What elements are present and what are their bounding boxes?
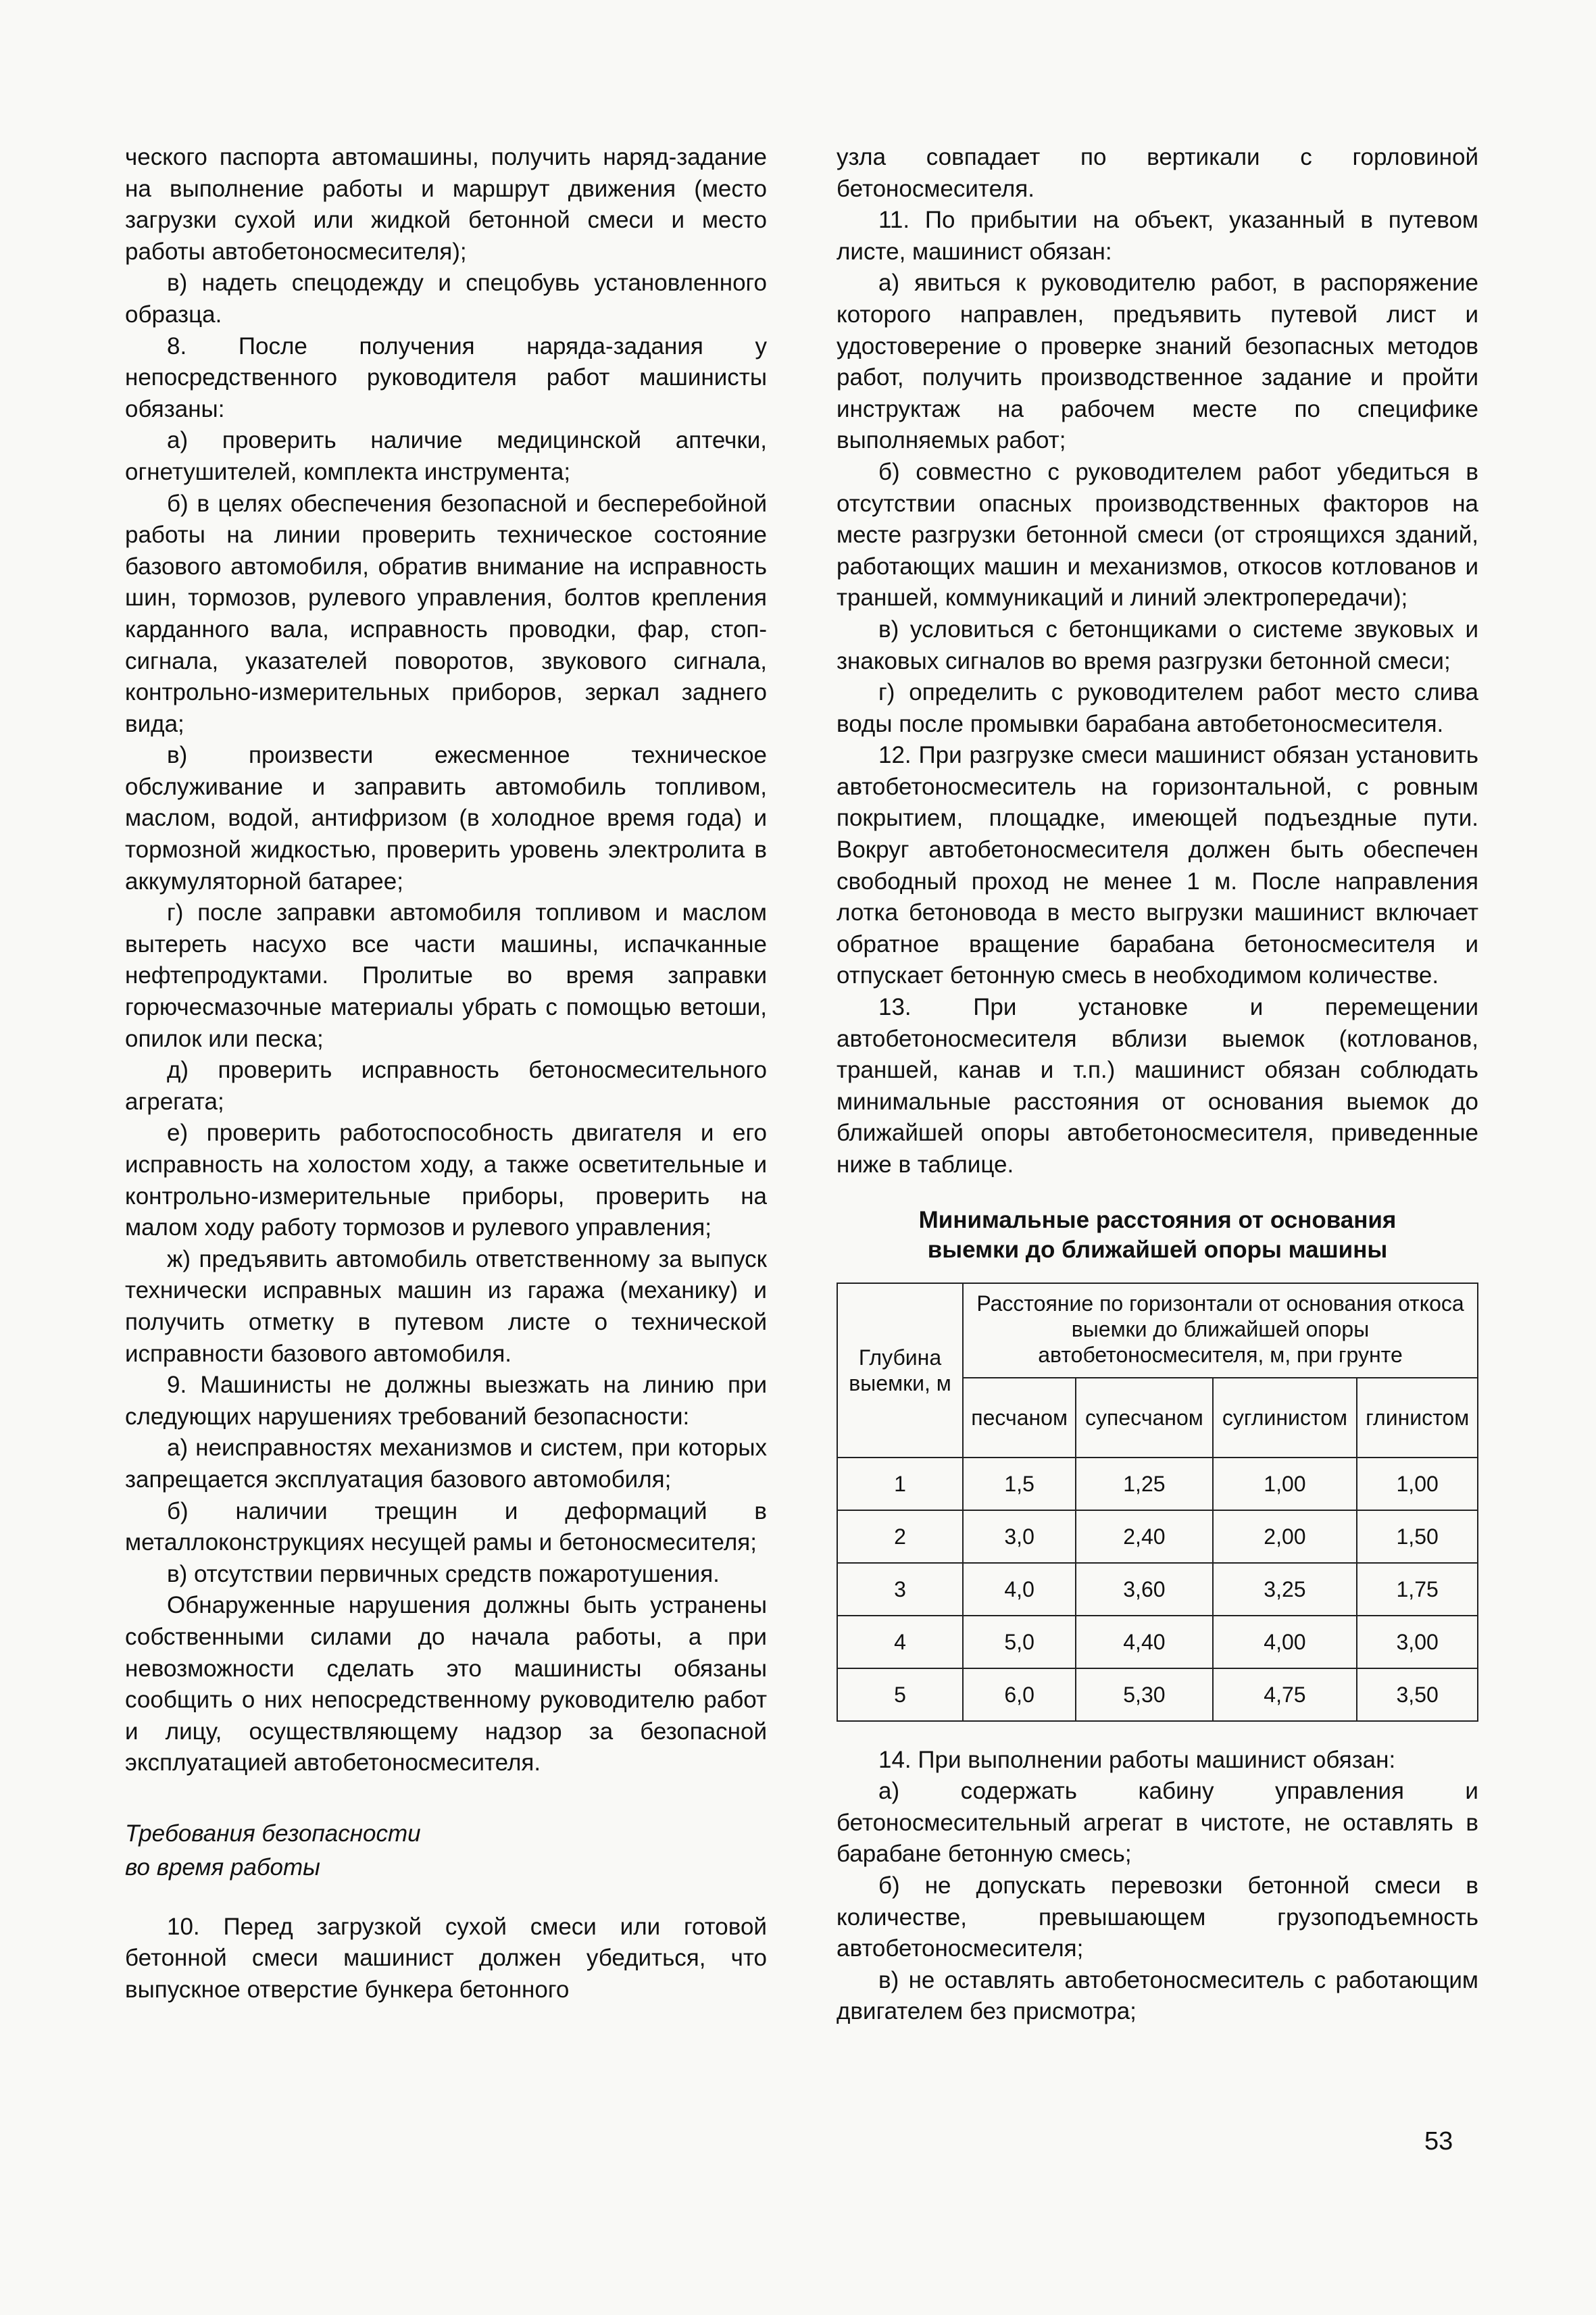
paragraph: а) содержать кабину управления и бетоносмесительный агрегат в чистоте, не оставлять в барабане бетонную смесь; bbox=[837, 1778, 1478, 1868]
paragraph: Обнаруженные нарушения должны быть устранены собственными силами до начала работы, а при невозможности сделать это машинисты обязаны сообщить о них непосредственному руководителю работ и лицу, осуществляющему надзор за безопасной эксплуатацией автобетоносмесителя. bbox=[125, 1592, 767, 1776]
paragraph: б) в целях обеспечения безопасной и бесперебойной работы на линии проверить техническое состояние базового автомобиля, обратив внимание на исправность шин, тормозов, рулевого управления, болтов крепления карданного вала, исправность проводки, фар, стоп-сигнала, указателей поворотов, звукового сигнала, контрольно-измерительных приборов, зеркал заднего вида; bbox=[125, 490, 767, 737]
paragraph: 8. После получения наряда-задания у непосредственного руководителя работ машинисты обязаны: bbox=[125, 332, 767, 422]
paragraph: 9. Машинисты не должны выезжать на линию при следующих нарушениях требований безопасности: bbox=[125, 1372, 767, 1430]
table-cell: 1,50 bbox=[1357, 1510, 1478, 1563]
table-cell: 4,00 bbox=[1213, 1616, 1357, 1668]
table-cell: 1,00 bbox=[1357, 1458, 1478, 1510]
page-number: 53 bbox=[1424, 2127, 1453, 2156]
table-title-line: Минимальные расстояния от основания bbox=[918, 1206, 1397, 1233]
table-cell: 3,00 bbox=[1357, 1616, 1478, 1668]
table-row bbox=[837, 1616, 1478, 1668]
table-header-row bbox=[837, 1283, 1478, 1378]
table-title-line: выемки до ближайшей опоры машины bbox=[927, 1236, 1388, 1263]
paragraph: б) не допускать перевозки бетонной смеси в количестве, превышающем грузоподъемность автобетоносмесителя; bbox=[837, 1872, 1478, 1962]
paragraph: 11. По прибытии на объект, указанный в путевом листе, машинист обязан: bbox=[837, 207, 1478, 265]
soil-header: суглинистом bbox=[1213, 1378, 1357, 1458]
table-row bbox=[837, 1510, 1478, 1563]
soil-header: супесчаном bbox=[1076, 1378, 1212, 1458]
table-title bbox=[837, 1205, 1478, 1265]
depth-cell: 2 bbox=[837, 1510, 963, 1563]
paragraph: г) определить с руководителем работ место слива воды после промывки барабана автобетоносмесителя. bbox=[837, 679, 1478, 737]
depth-cell: 3 bbox=[837, 1563, 963, 1616]
paragraph: в) не оставлять автобетоносмеситель с работающим двигателем без присмотра; bbox=[837, 1966, 1478, 2025]
left-column bbox=[125, 142, 767, 2006]
paragraph: 12. При разгрузке смеси машинист обязан установить автобетоносмеситель на горизонтальной, с ровным покрытием, площадке, имеющей подъездные пути. Вокруг автобетоносмесителя должен быть обеспечен свободный проход не менее 1 м. После направления лотка бетоновода в место выгрузки машинист включает обратное вращение барабана бетоносмесителя и отпускает бетонную смесь в необходимом количестве. bbox=[837, 742, 1478, 989]
table-cell: 3,25 bbox=[1213, 1563, 1357, 1616]
paragraph: а) явиться к руководителю работ, в распоряжение которого направлен, предъявить путевой лист и удостоверение о проверке знаний безопасных методов работ, получить производственное задание и пройти инструктаж на рабочем месте по специфике выполняемых работ; bbox=[837, 270, 1478, 454]
depth-header: Глубина выемки, м bbox=[837, 1283, 963, 1458]
table-cell: 5,0 bbox=[963, 1616, 1076, 1668]
soil-header: песчаном bbox=[963, 1378, 1076, 1458]
paragraph: в) отсутствии первичных средств пожаротушения. bbox=[167, 1560, 720, 1587]
table-cell: 1,75 bbox=[1357, 1563, 1478, 1616]
table-row bbox=[837, 1458, 1478, 1510]
table-cell: 1,00 bbox=[1213, 1458, 1357, 1510]
paragraph: 13. При установке и перемещении автобетоносмесителя вблизи выемок (котлованов, траншей, канав и т.п.) машинист обязан соблюдать минимальные расстояния от основания выемок до ближайшей опоры автобетоносмесителя, приведенные ниже в таблице. bbox=[837, 994, 1478, 1178]
table-cell: 5,30 bbox=[1076, 1668, 1212, 1721]
table-cell: 3,60 bbox=[1076, 1563, 1212, 1616]
depth-cell: 5 bbox=[837, 1668, 963, 1721]
paragraph: б) наличии трещин и деформаций в металлоконструкциях несущей рамы и бетоносмесителя; bbox=[125, 1497, 767, 1556]
soil-header: глинистом bbox=[1357, 1378, 1478, 1458]
table-cell: 6,0 bbox=[963, 1668, 1076, 1721]
depth-cell: 1 bbox=[837, 1458, 963, 1510]
paragraph: в) произвести ежесменное техническое обслуживание и заправить автомобиль топливом, маслом, водой, антифризом (в холодное время года) и тормозной жидкостью, проверить уровень электролита в аккумуляторной батарее; bbox=[125, 742, 767, 895]
table-cell: 1,5 bbox=[963, 1458, 1076, 1510]
paragraph: узла совпадает по вертикали с горловиной бетоносмесителя. bbox=[837, 144, 1478, 202]
section-heading-line: во время работы bbox=[125, 1853, 320, 1881]
distance-table bbox=[837, 1283, 1478, 1722]
table-cell: 3,0 bbox=[963, 1510, 1076, 1563]
table-cell: 4,40 bbox=[1076, 1616, 1212, 1668]
paragraph: в) условиться с бетонщиками о системе звуковых и знаковых сигналов во время разгрузки бетонной смеси; bbox=[837, 616, 1478, 674]
table-cell: 3,50 bbox=[1357, 1668, 1478, 1721]
depth-cell: 4 bbox=[837, 1616, 963, 1668]
right-column bbox=[837, 142, 1478, 2028]
paragraph: а) неисправностях механизмов и систем, при которых запрещается эксплуатация базового автомобиля; bbox=[125, 1435, 767, 1493]
section-heading bbox=[125, 1817, 767, 1885]
paragraph: е) проверить работоспособность двигателя и его исправность на холостом ходу, а также осветительные и контрольно-измерительные приборы, проверить на малом ходу работу тормозов и рулевого управления; bbox=[125, 1120, 767, 1241]
paragraph: 10. Перед загрузкой сухой смеси или готовой бетонной смеси машинист должен убедиться, что выпускное отверстие бункера бетонного bbox=[125, 1913, 767, 2003]
table-cell: 2,40 bbox=[1076, 1510, 1212, 1563]
paragraph: 14. При выполнении работы машинист обязан: bbox=[878, 1746, 1396, 1773]
table-cell: 4,75 bbox=[1213, 1668, 1357, 1721]
table-cell: 1,25 bbox=[1076, 1458, 1212, 1510]
paragraph: а) проверить наличие медицинской аптечки, огнетушителей, комплекта инструмента; bbox=[125, 427, 767, 485]
section-heading-line: Требования безопасности bbox=[125, 1820, 421, 1847]
paragraph: б) совместно с руководителем работ убедиться в отсутствии опасных производственных факторов на месте разгрузки бетонной смеси (от строящихся зданий, работающих машин и механизмов, откосов котлованов и траншей, коммуникаций и линий электропередачи); bbox=[837, 458, 1478, 612]
table-row bbox=[837, 1563, 1478, 1616]
paragraph: ческого паспорта автомашины, получить наряд-задание на выполнение работы и маршрут движения (место загрузки сухой или жидкой бетонной смеси и место работы автобетоносмесителя); bbox=[125, 144, 767, 265]
table-cell: 4,0 bbox=[963, 1563, 1076, 1616]
table-row bbox=[837, 1668, 1478, 1721]
paragraph: д) проверить исправность бетоносмесительного агрегата; bbox=[125, 1057, 767, 1115]
paragraph: ж) предъявить автомобиль ответственному за выпуск технически исправных машин из гаража (механику) и получить отметку в путевом листе о технической исправности базового автомобиля. bbox=[125, 1245, 767, 1367]
distance-group-header: Расстояние по горизонтали от основания откоса выемки до ближайшей опоры автобетоносмесителя, м, при грунте bbox=[963, 1283, 1478, 1378]
paragraph: в) надеть спецодежду и спецобувь установленного образца. bbox=[125, 270, 767, 328]
paragraph: г) после заправки автомобиля топливом и маслом вытереть насухо все части машины, испачканные нефтепродуктами. Пролитые во время заправки горючесмазочные материалы убрать с помощью ветоши, опилок или песка; bbox=[125, 899, 767, 1052]
table-cell: 2,00 bbox=[1213, 1510, 1357, 1563]
